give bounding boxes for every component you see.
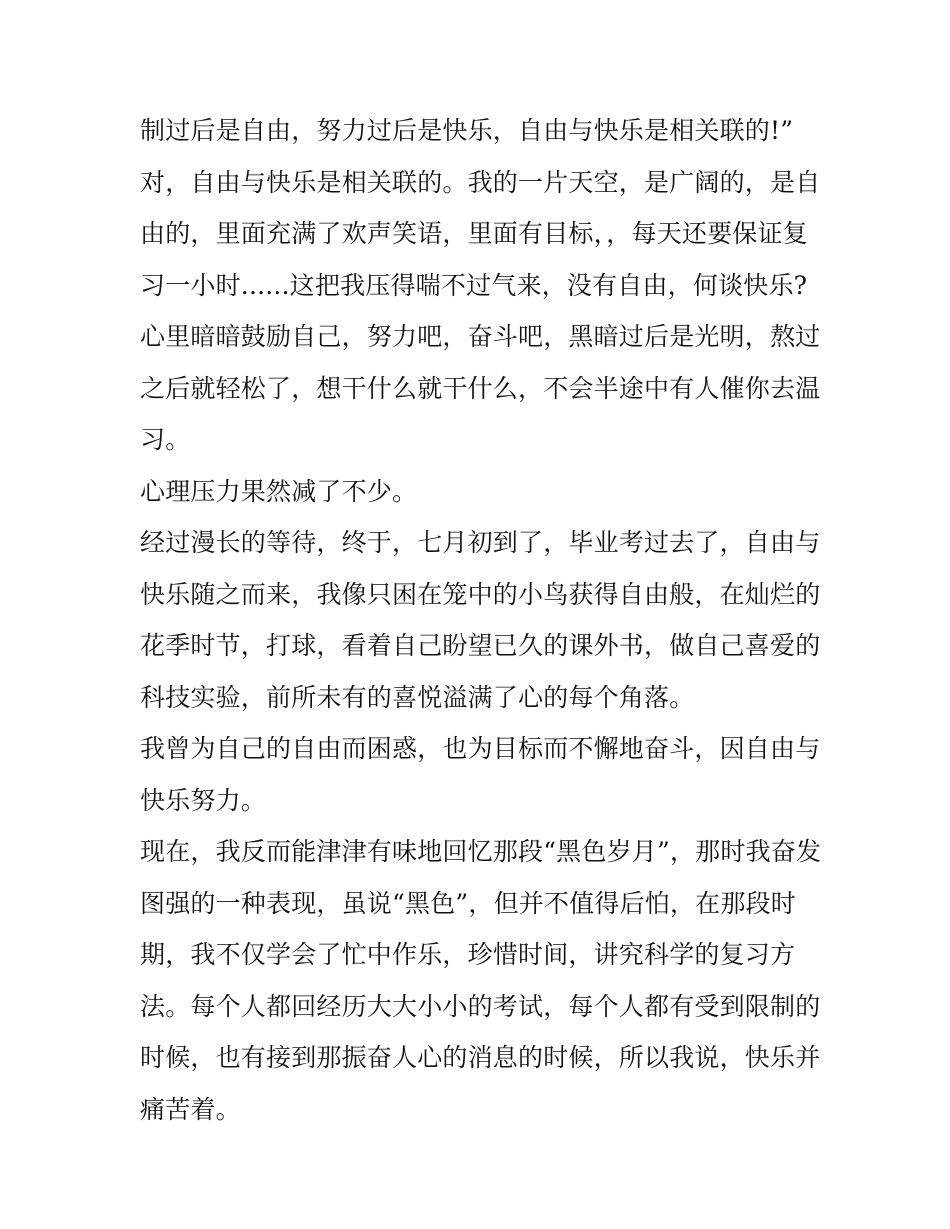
- text-line: 习。: [140, 425, 191, 454]
- text-line: 对，自由与快乐是相关联的。我的一片天空，是广阔的，是自: [140, 167, 821, 197]
- text-line: 期，我不仅学会了忙中作乐，珍惜时间，讲究科学的复习方: [140, 940, 796, 969]
- text-line: 习一小时......这把我压得喘不过气来，没有自由，何谈快乐?: [140, 270, 808, 300]
- text-line: 法。每个人都回经历大大小小的考试，每个人都有受到限制的: [140, 991, 821, 1021]
- text-line: 经过漫长的等待，终于，七月初到了，毕业考过去了，自由与: [140, 528, 821, 557]
- text-line: 花季时节，打球，看着自己盼望已久的课外书，做自己喜爱的: [140, 631, 821, 660]
- text-line: 心里暗暗鼓励自己，努力吧，奋斗吧，黑暗过后是光明，熬过: [140, 322, 821, 351]
- text-line: 痛苦着。: [140, 1094, 241, 1124]
- text-line: 由的，里面充满了欢声笑语，里面有目标，，每天还要保证复: [140, 219, 808, 248]
- text-line: 现在，我反而能津津有味地回忆那段“黑色岁月”，那时我奋发: [140, 837, 822, 866]
- text-line: 科技实验，前所未有的喜悦溢满了心的每个角落。: [140, 682, 695, 712]
- text-line: 时候，也有接到那振奋人心的消息的时候，所以我说，快乐并: [140, 1043, 821, 1072]
- text-line: 图强的一种表现，虽说“黑色”，但并不值得后怕，在那段时: [140, 888, 796, 918]
- text-line: 我曾为自己的自由而困惑，也为目标而不懈地奋斗，因自由与: [140, 734, 821, 763]
- text-line: 快乐随之而来，我像只困在笼中的小鸟获得自由般，在灿烂的: [140, 579, 821, 609]
- text-line: 之后就轻松了，想干什么就干什么，不会半途中有人催你去温: [140, 373, 821, 403]
- text-line: 心理压力果然减了不少。: [140, 476, 418, 506]
- text-line: 快乐努力。: [140, 785, 267, 815]
- text-line: 制过后是自由，努力过后是快乐，自由与快乐是相关联的!”: [140, 116, 794, 145]
- body-text: [140, 105, 820, 1135]
